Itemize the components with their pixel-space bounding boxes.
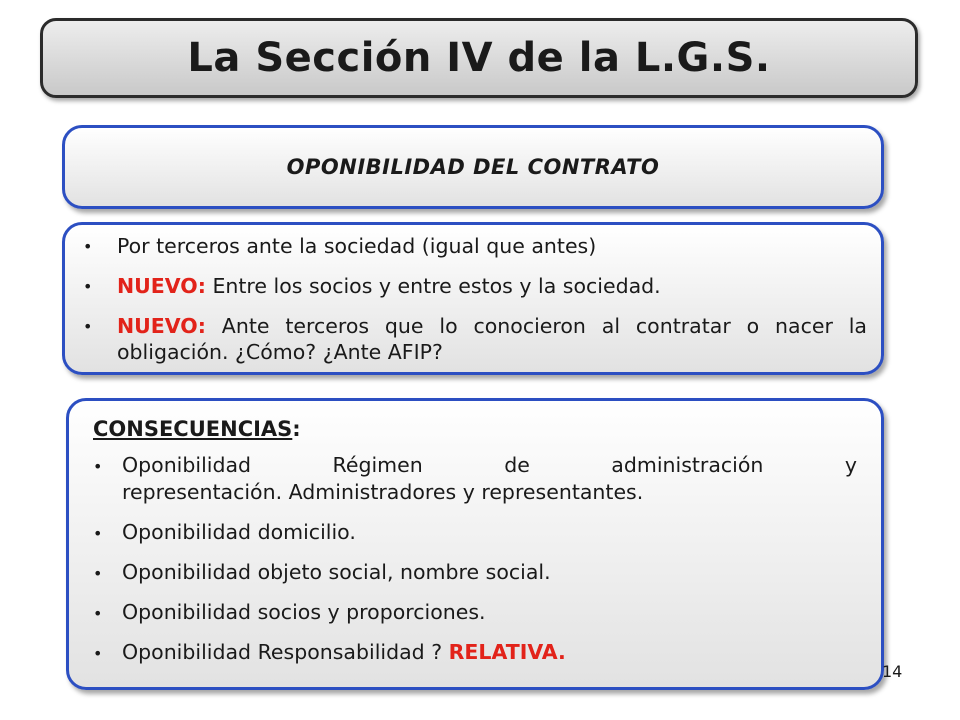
bullet-icon: •: [93, 604, 103, 623]
list-item: [93, 639, 857, 666]
consequences-box: [66, 398, 884, 690]
bullet-icon: •: [83, 277, 93, 296]
list-item: [93, 452, 857, 506]
title-bar: [40, 18, 918, 98]
bullet-icon: •: [93, 644, 103, 663]
consequence-text: Oponibilidad Responsabilidad ?: [122, 640, 449, 664]
list-item: [93, 559, 857, 586]
consequences-list: [93, 452, 857, 666]
consequence-text: Oponibilidad socios y proporciones.: [122, 600, 486, 624]
list-item: [83, 233, 867, 259]
slide-subtitle: OPONIBILIDAD DEL CONTRATO: [286, 155, 660, 179]
consequences-heading-text: CONSECUENCIAS: [93, 417, 293, 441]
page-number: 14: [882, 662, 903, 681]
bullet-icon: •: [83, 237, 93, 256]
points-list: [83, 233, 867, 365]
bullet-icon: •: [93, 457, 103, 476]
consequence-line: representación. Administradores y representantes.: [122, 480, 644, 504]
slide-title: La Sección IV de la L.G.S.: [187, 35, 771, 81]
bullet-icon: •: [83, 317, 93, 336]
point-prefix: NUEVO:: [117, 274, 206, 298]
relativa-highlight: RELATIVA.: [448, 640, 566, 664]
list-item: [83, 273, 867, 299]
point-text: Ante terceros que lo conocieron al contratar o nacer la obligación. ¿Cómo? ¿Ante AFIP?: [117, 314, 867, 364]
consequence-text: Oponibilidad objeto social, nombre social.: [122, 560, 551, 584]
consequences-heading-colon: :: [292, 417, 301, 441]
list-item: [83, 313, 867, 365]
list-item: [93, 599, 857, 626]
points-box: [62, 222, 884, 375]
point-text: Por terceros ante la sociedad (igual que antes): [117, 234, 597, 258]
consequences-heading: [93, 417, 857, 441]
list-item: [93, 519, 857, 546]
subtitle-box: [62, 125, 884, 209]
consequence-line: Oponibilidad Régimen de administración y: [122, 453, 857, 477]
bullet-icon: •: [93, 564, 103, 583]
consequence-text: Oponibilidad domicilio.: [122, 520, 356, 544]
point-prefix: NUEVO:: [117, 314, 206, 338]
point-text: Entre los socios y entre estos y la sociedad.: [205, 274, 661, 298]
bullet-icon: •: [93, 524, 103, 543]
